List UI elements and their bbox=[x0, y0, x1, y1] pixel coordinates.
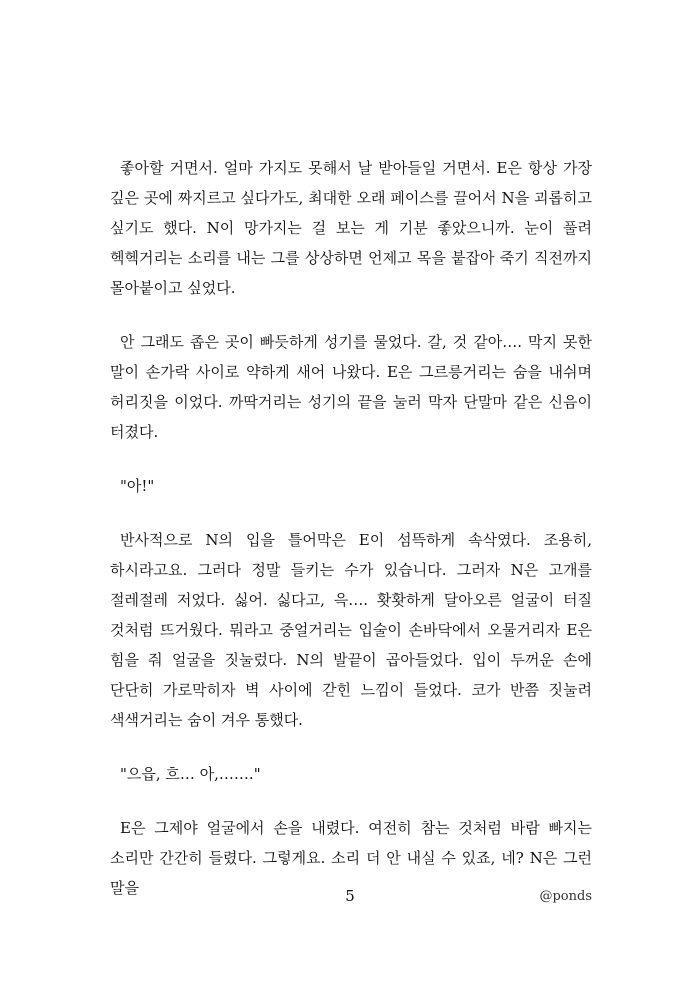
page-number: 5 bbox=[345, 887, 355, 905]
body-text bbox=[110, 153, 592, 927]
dialogue-line-1: "아!" bbox=[120, 477, 155, 495]
paragraph-4: E은 그제야 얼굴에서 손을 내렸다. 여전히 참는 것처럼 바람 빠지는 소리만 간간히 들렸다. 그렇게요. 소리 더 안 내실 수 있죠, 네? N은 그런 말을 bbox=[110, 819, 592, 897]
author-credit: @ponds bbox=[539, 889, 592, 904]
paragraph-1: 좋아할 거면서. 얼마 가지도 못해서 날 받아들일 거면서. E은 항상 가장 깊은 곳에 짜지르고 싶다가도, 최대한 오래 페이스를 끌어서 N을 괴롭히고 싶기도 했다. N이 망가지는 걸 보는 게 기분 좋았으니까. 눈이 풀려 헥헥거리는 소리를 내는 그를 상상하면 언제고 목을 붙잡아 죽기 직전까지 몰아붙이고 싶었다. bbox=[110, 159, 592, 297]
paragraph-3: 반사적으로 N의 입을 틀어막은 E이 섬뜩하게 속삭였다. 조용히, 하시라고요. 그러다 정말 들키는 수가 있습니다. 그러자 N은 고개를 절레절레 저었다. 싫어. 싫다고, 윽…. 홧홧하게 달아오른 얼굴이 터질 것처럼 뜨거웠다. 뭐라고 중얼거리는 입술이 손바닥에서 오물거리자 E은 힘을 줘 얼굴을 짓눌렀다. N의 발끝이 곱아들었다. 입이 두꺼운 손에 단단히 가로막히자 벽 사이에 갇힌 느낌이 들었다. 코가 반쯤 짓눌려 색색거리는 숨이 겨우 통했다. bbox=[110, 531, 592, 729]
dialogue-line-2: "으읍, 흐… 아,……." bbox=[120, 765, 261, 783]
paragraph-2: 안 그래도 좁은 곳이 빠듯하게 성기를 물었다. 갈, 것 같아…. 막지 못한 말이 손가락 사이로 약하게 새어 나왔다. E은 그르릉거리는 숨을 내쉬며 허리짓을 이었다. 까딱거리는 성기의 끝을 눌러 막자 단말마 같은 신음이 터졌다. bbox=[110, 333, 592, 441]
